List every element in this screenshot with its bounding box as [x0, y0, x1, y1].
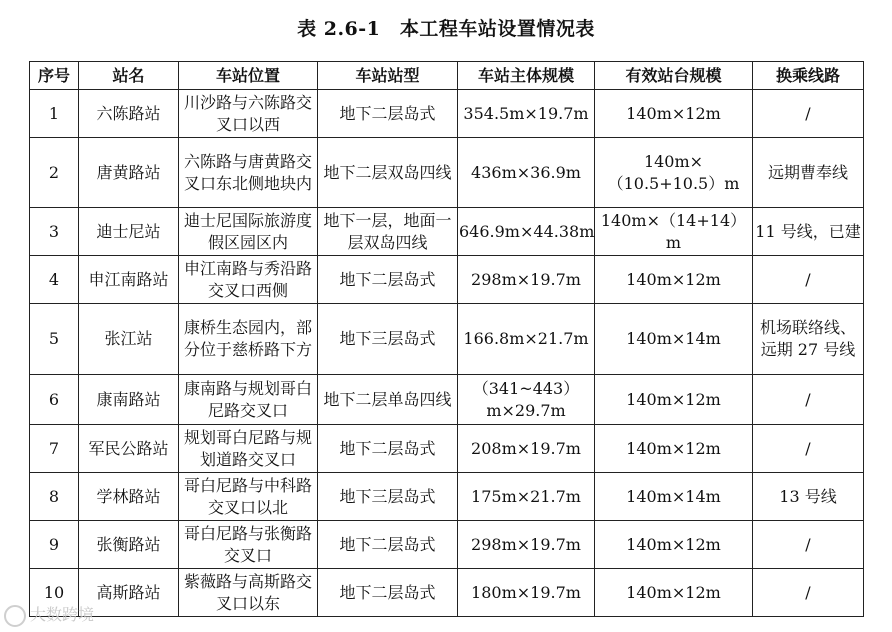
transfer-line-cell: 13 号线 — [753, 473, 864, 521]
transfer-line-cell: 远期曹奉线 — [753, 138, 864, 208]
station-table — [29, 61, 864, 617]
location-cell: 川沙路与六陈路交叉口以西 — [179, 90, 318, 138]
header-cell: 车站主体规模 — [458, 62, 595, 90]
table-row — [30, 256, 864, 304]
platform-scale-cell: 140m×12m — [595, 425, 753, 473]
station-type-cell: 地下二层岛式 — [318, 521, 458, 569]
transfer-line-cell: / — [753, 521, 864, 569]
station-name-cell: 迪士尼站 — [79, 208, 179, 256]
header-cell: 有效站台规模 — [595, 62, 753, 90]
station-type-cell: 地下三层岛式 — [318, 473, 458, 521]
station-type-cell: 地下三层岛式 — [318, 304, 458, 375]
station-name-cell: 张江站 — [79, 304, 179, 375]
table-row — [30, 138, 864, 208]
station-name-cell: 六陈路站 — [79, 90, 179, 138]
platform-scale-cell: 140m×12m — [595, 90, 753, 138]
main-scale-cell: 298m×19.7m — [458, 521, 595, 569]
station-type-cell: 地下二层岛式 — [318, 90, 458, 138]
platform-scale-cell: 140m×12m — [595, 256, 753, 304]
location-cell: 迪士尼国际旅游度假区园区内 — [179, 208, 318, 256]
location-cell: 康南路与规划哥白尼路交叉口 — [179, 375, 318, 425]
location-cell: 哥白尼路与中科路交叉口以北 — [179, 473, 318, 521]
main-scale-cell: 298m×19.7m — [458, 256, 595, 304]
main-scale-cell: 436m×36.9m — [458, 138, 595, 208]
seq-cell: 8 — [30, 473, 79, 521]
header-cell: 序号 — [30, 62, 79, 90]
seq-cell: 2 — [30, 138, 79, 208]
table-body — [30, 90, 864, 617]
table-row — [30, 569, 864, 617]
table-row — [30, 304, 864, 375]
platform-scale-cell: 140m×14m — [595, 304, 753, 375]
station-name-cell: 张衡路站 — [79, 521, 179, 569]
location-cell: 规划哥白尼路与规划道路交叉口 — [179, 425, 318, 473]
header-cell: 车站位置 — [179, 62, 318, 90]
station-name-cell: 唐黄路站 — [79, 138, 179, 208]
station-type-cell: 地下二层岛式 — [318, 256, 458, 304]
header-cell: 换乘线路 — [753, 62, 864, 90]
station-name-cell: 高斯路站 — [79, 569, 179, 617]
platform-scale-cell: 140m×12m — [595, 569, 753, 617]
watermark-text: 大数跨境 — [30, 605, 95, 624]
transfer-line-cell: / — [753, 425, 864, 473]
location-cell: 哥白尼路与张衡路交叉口 — [179, 521, 318, 569]
seq-cell: 1 — [30, 90, 79, 138]
station-name-cell: 康南路站 — [79, 375, 179, 425]
table-row — [30, 425, 864, 473]
transfer-line-cell: / — [753, 375, 864, 425]
main-scale-cell: 208m×19.7m — [458, 425, 595, 473]
station-type-cell: 地下二层双岛四线 — [318, 138, 458, 208]
platform-scale-cell: 140m×14m — [595, 473, 753, 521]
seq-cell: 7 — [30, 425, 79, 473]
main-scale-cell: 180m×19.7m — [458, 569, 595, 617]
table-row — [30, 208, 864, 256]
seq-cell: 4 — [30, 256, 79, 304]
seq-cell: 6 — [30, 375, 79, 425]
seq-cell: 10 — [30, 569, 79, 617]
table-title: 表 2.6-1 本工程车站设置情况表 — [297, 18, 595, 40]
station-type-cell: 地下一层，地面一层双岛四线 — [318, 208, 458, 256]
watermark-logo-icon — [4, 605, 26, 627]
table-row — [30, 375, 864, 425]
station-type-cell: 地下二层单岛四线 — [318, 375, 458, 425]
platform-scale-cell: 140m×12m — [595, 375, 753, 425]
main-scale-cell: 166.8m×21.7m — [458, 304, 595, 375]
platform-scale-cell: 140m×12m — [595, 521, 753, 569]
location-cell: 六陈路与唐黄路交叉口东北侧地块内 — [179, 138, 318, 208]
watermark — [4, 602, 94, 627]
main-scale-cell: （341~443）m×29.7m — [458, 375, 595, 425]
station-type-cell: 地下二层岛式 — [318, 569, 458, 617]
transfer-line-cell: 机场联络线、远期 27 号线 — [753, 304, 864, 375]
location-cell: 紫薇路与高斯路交叉口以东 — [179, 569, 318, 617]
transfer-line-cell: / — [753, 90, 864, 138]
platform-scale-cell: 140m×（10.5+10.5）m — [595, 138, 753, 208]
location-cell: 申江南路与秀沿路交叉口西侧 — [179, 256, 318, 304]
header-cell: 站名 — [79, 62, 179, 90]
main-scale-cell: 175m×21.7m — [458, 473, 595, 521]
header-row — [30, 62, 864, 90]
station-name-cell: 学林路站 — [79, 473, 179, 521]
seq-cell: 3 — [30, 208, 79, 256]
location-cell: 康桥生态园内，部分位于慈桥路下方 — [179, 304, 318, 375]
seq-cell: 9 — [30, 521, 79, 569]
station-name-cell: 申江南路站 — [79, 256, 179, 304]
transfer-line-cell: / — [753, 256, 864, 304]
header-cell: 车站站型 — [318, 62, 458, 90]
table-row — [30, 473, 864, 521]
platform-scale-cell: 140m×（14+14）m — [595, 208, 753, 256]
seq-cell: 5 — [30, 304, 79, 375]
main-scale-cell: 354.5m×19.7m — [458, 90, 595, 138]
transfer-line-cell: 11 号线，已建 — [753, 208, 864, 256]
station-name-cell: 军民公路站 — [79, 425, 179, 473]
main-scale-cell: 646.9m×44.38m — [458, 208, 595, 256]
table-row — [30, 521, 864, 569]
table-row — [30, 90, 864, 138]
transfer-line-cell: / — [753, 569, 864, 617]
station-type-cell: 地下二层岛式 — [318, 425, 458, 473]
